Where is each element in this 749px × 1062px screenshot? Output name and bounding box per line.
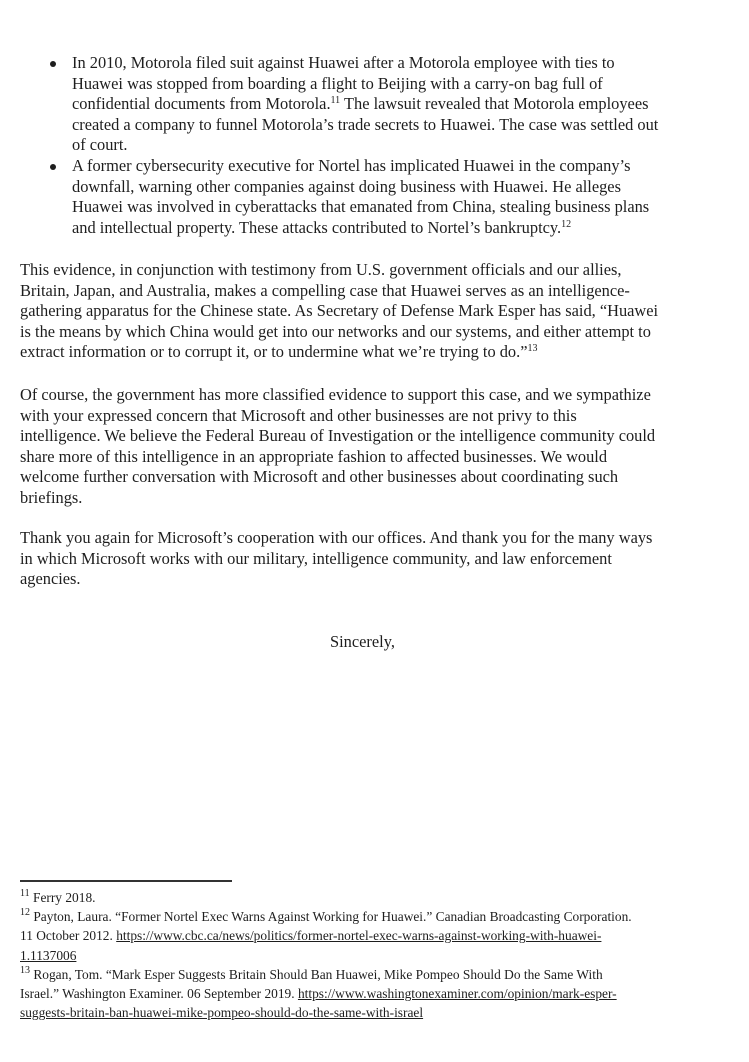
text: Thank you again for Microsoft’s cooperation with our offices. And thank you for the many ways <box>20 528 653 547</box>
text-line <box>20 888 632 907</box>
text: gathering apparatus for the Chinese state. As Secretary of Defense Mark Esper has said, “Huawei <box>20 301 659 321</box>
text: In 2010, Motorola filed suit against Huawei after a Motorola employee with ties to <box>72 53 615 72</box>
text-line <box>20 984 632 1003</box>
text: is the means by which China would get into our networks and our systems, and either attempt to <box>20 321 651 341</box>
paragraph-evidence <box>20 260 658 363</box>
text: Britain, Japan, and Australia, makes a compelling case that Huawei serves as an intelligence- <box>20 280 630 300</box>
footnote-link[interactable]: https://www.cbc.ca/news/politics/former-nortel-exec-warns-against-working-with-huawei- <box>116 928 602 944</box>
text: with your expressed concern that Microsoft and other businesses are not privy to this <box>20 405 577 425</box>
text-line <box>72 74 658 95</box>
text-line <box>20 528 652 549</box>
text-line <box>72 94 658 115</box>
footnote-link[interactable]: https://www.washingtonexaminer.com/opinion/mark-esper- <box>297 986 617 1002</box>
footnotes <box>20 888 632 1022</box>
text: The lawsuit revealed that Motorola employees <box>340 94 649 114</box>
footnote-link[interactable]: 1.1137006 <box>20 947 77 963</box>
text: and intellectual property. These attacks contributed to Nortel’s bankruptcy. <box>72 217 562 237</box>
text: share more of this intelligence in an appropriate fashion to affected businesses. We would <box>20 446 608 466</box>
text: Huawei was involved in cyberattacks that emanated from China, stealing business plans <box>72 197 650 217</box>
text-line <box>72 177 658 198</box>
text-line <box>20 260 658 281</box>
footnote-link[interactable]: suggests-britain-ban-huawei-mike-pompeo-should-do-the-same-with-israel <box>20 1005 424 1021</box>
text: of court. <box>72 135 128 155</box>
text: welcome further conversation with Microsoft and other businesses about coordinating such <box>20 467 619 487</box>
text: downfall, warning other companies against doing business with Huawei. He alleges <box>72 176 621 196</box>
footnote-ref: 11 <box>330 95 341 107</box>
footnote-divider <box>20 880 232 882</box>
text: briefings. <box>20 487 83 507</box>
text: intelligence. We believe the Federal Bureau of Investigation or the intelligence community could <box>20 426 656 446</box>
footnote-ref: 12 <box>561 218 572 230</box>
text-line <box>20 926 632 945</box>
text-line <box>20 488 655 509</box>
text: Ferry 2018. <box>33 890 96 905</box>
text: Israel.” Washington Examiner. 06 September 2019. <box>20 986 298 1002</box>
text-line <box>20 342 658 363</box>
closing-sincerely: Sincerely, <box>330 632 395 651</box>
text: confidential documents from Motorola. <box>72 94 331 114</box>
bullet-list <box>72 53 658 238</box>
text-line <box>20 569 652 590</box>
text-line <box>20 907 632 926</box>
text: agencies. <box>20 569 81 589</box>
text-line <box>72 218 658 239</box>
footnote-12 <box>20 907 632 965</box>
text: created a company to funnel Motorola’s trade secrets to Huawei. The case was settled out <box>72 114 659 134</box>
footnote-11 <box>20 888 632 907</box>
text-line <box>72 135 658 156</box>
text-line <box>20 447 655 468</box>
text-line <box>20 946 632 965</box>
paragraph-thanks <box>20 528 652 590</box>
bullet-icon <box>50 61 56 67</box>
text: Rogan, Tom. “Mark Esper Suggests Britain Should Ban Huawei, Mike Pompeo Should Do the Same With <box>33 966 603 982</box>
text: This evidence, in conjunction with testimony from U.S. government officials and our allies, <box>20 260 622 279</box>
text-line <box>20 406 655 427</box>
text-line <box>20 965 632 984</box>
text-line <box>72 53 658 74</box>
text: in which Microsoft works with our military, intelligence community, and law enforcement <box>20 548 612 568</box>
text: 11 October 2012. <box>20 928 117 944</box>
text-line <box>72 197 658 218</box>
text: Of course, the government has more classified evidence to support this case, and we sympathize <box>20 385 651 404</box>
bullet-icon <box>50 164 56 170</box>
footnote-number: 11 <box>20 888 30 899</box>
paragraph-classified <box>20 385 655 509</box>
footnote-number: 13 <box>20 964 30 976</box>
footnote-number: 12 <box>20 907 30 919</box>
text-line <box>20 426 655 447</box>
footnote-13 <box>20 965 632 1023</box>
text-line <box>20 281 658 302</box>
text-line <box>20 549 652 570</box>
text-line <box>72 115 658 136</box>
footnote-ref: 13 <box>527 343 538 355</box>
text: Payton, Laura. “Former Nortel Exec Warns Against Working for Huawei.” Canadian Broadcasting Corporation. <box>33 909 632 925</box>
text: extract information or to corrupt it, or to undermine what we’re trying to do.” <box>20 342 528 362</box>
text: Huawei was stopped from boarding a flight to Beijing with a carry-on bag full of <box>72 73 603 93</box>
text-line <box>20 322 658 343</box>
text-line <box>20 301 658 322</box>
text-line <box>20 385 655 406</box>
text-line <box>20 1003 632 1022</box>
text: A former cybersecurity executive for Nortel has implicated Huawei in the company’s <box>72 155 631 175</box>
bullet-item <box>72 156 658 238</box>
bullet-item <box>72 53 658 156</box>
text-line <box>72 156 658 177</box>
text-line <box>20 467 655 488</box>
